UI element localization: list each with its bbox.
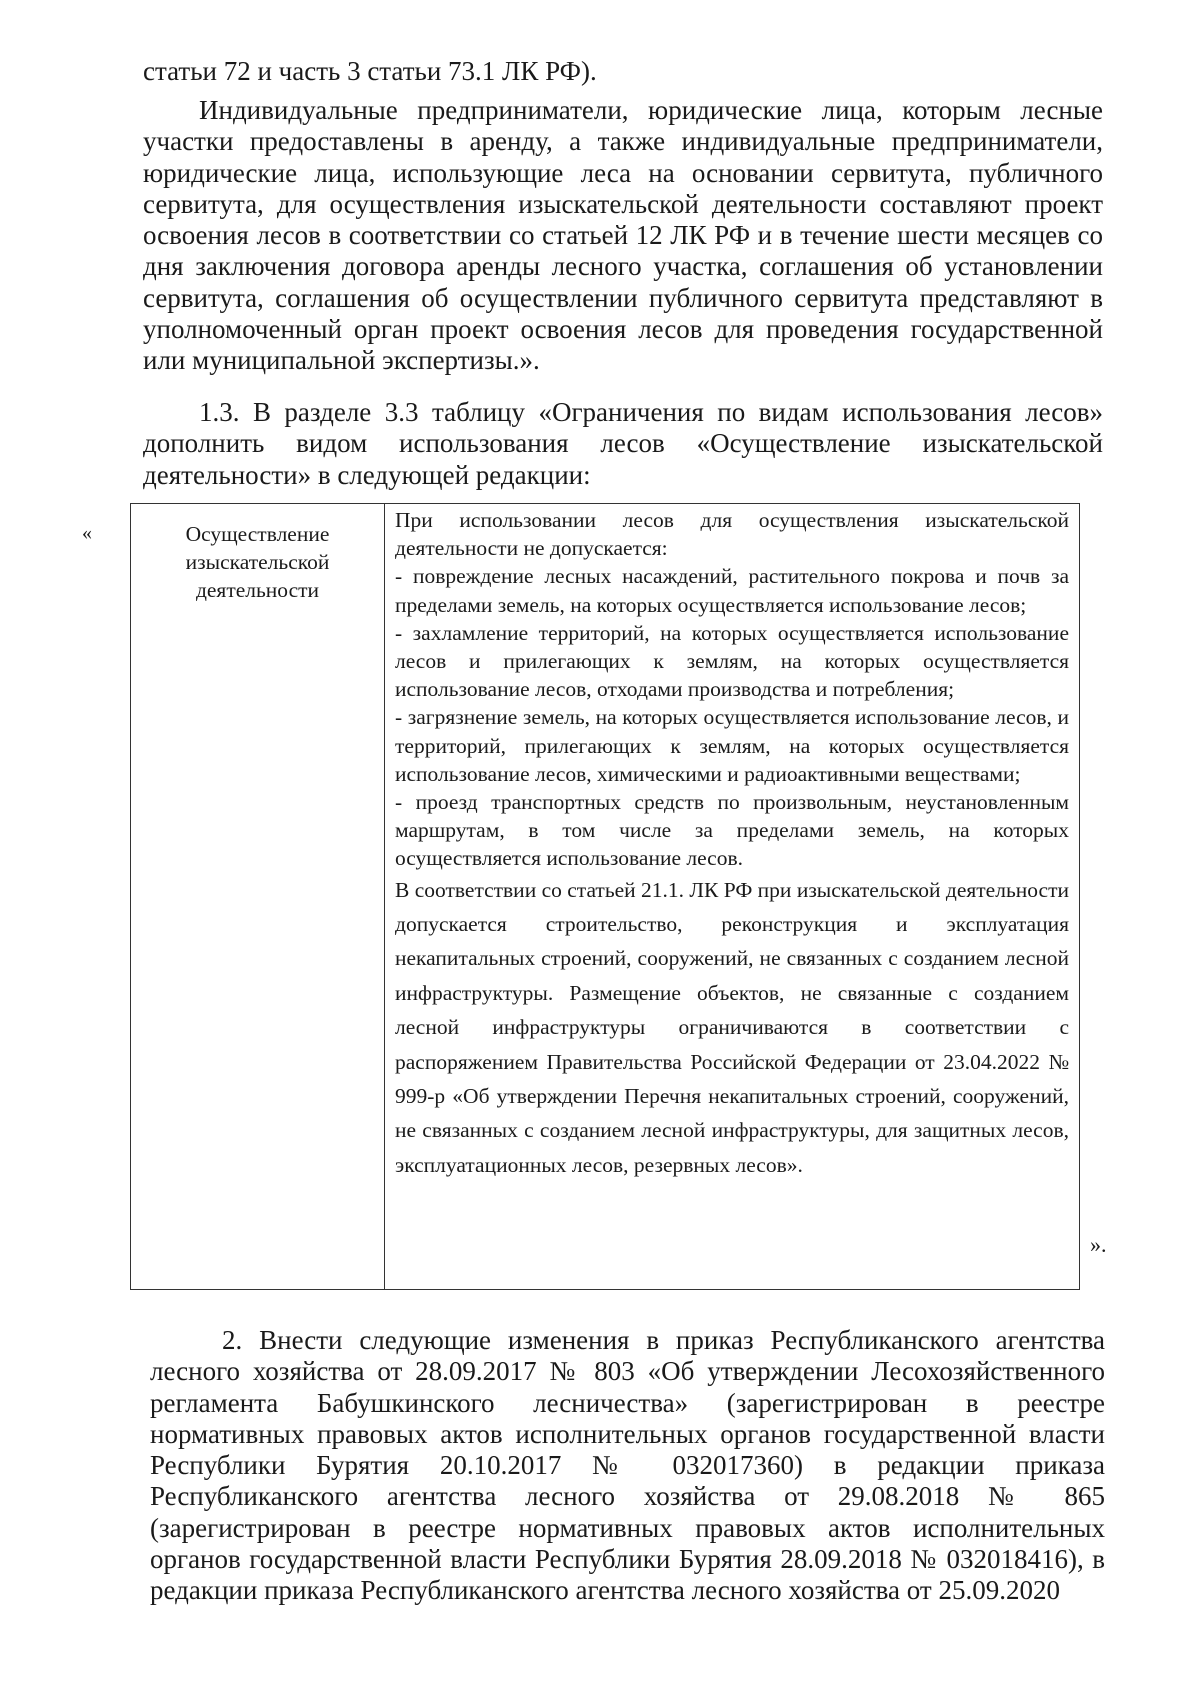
table-open-quote: « xyxy=(82,522,92,544)
restriction-item: - загрязнение земель, на которых осуществляется использование лесов, и территорий, прилегающих к землям, на которых осуществляется использование лесов, химическими и радиоактивными веществами; xyxy=(395,705,1069,786)
table-row xyxy=(131,504,1080,1290)
restriction-item: - повреждение лесных насаждений, растительного покрова и почв за пределами земель, на которых осуществляется использование лесов; xyxy=(395,564,1069,617)
restrictions-cell xyxy=(385,504,1080,1290)
usage-type-label: Осуществление изыскательской деятельности xyxy=(185,522,330,602)
restrictions-closing: В соответствии со статьей 21.1. ЛК РФ при изыскательской деятельности допускается строительство, реконструкция и эксплуатация некапитальных строений, сооружений, не связанных с созданием лесной инфраструктуры. Размещение объектов, не связанные с созданием лесной инфраструктуры ограничиваются в соответствии с распоряжением Правительства Российской Федерации от 23.04.2022 № 999-р «Об утверждении Перечня некапитальных строений, сооружений, не связанных с созданием лесной инфраструктуры, для защитных лесов, эксплуатационных лесов, резервных лесов». xyxy=(395,877,1069,1177)
paragraph-continuation: статьи 72 и часть 3 статьи 73.1 ЛК РФ). xyxy=(143,56,597,86)
restrictions-table xyxy=(130,503,1080,1290)
paragraph-item-2: 2. Внести следующие изменения в приказ Республиканского агентства лесного хозяйства от 28.09.2017 № 803 «Об утверждении Лесохозяйственного регламента Бабушкинского лесничества» (зарегистрирован в реестре нормативных правовых актов исполнительных органов государственной власти Республики Бурятия 20.10.2017 № 032017360) в редакции приказа Республиканского агентства лесного хозяйства от 29.08.2018 № 865 (зарегистрирован в реестре нормативных правовых актов исполнительных органов государственной власти Республики Бурятия 28.09.2018 № 032018416), в редакции приказа Республиканского агентства лесного хозяйства от 25.09.2020 xyxy=(150,1325,1105,1606)
usage-type-cell xyxy=(131,504,385,1290)
table-close-quote: ». xyxy=(1090,1232,1107,1257)
paragraph-project-requirements: Индивидуальные предприниматели, юридические лица, которым лесные участки предоставлены в аренду, а также индивидуальные предприниматели, юридические лица, использующие леса на основании сервитута, публичного сервитута, для осуществления изыскательской деятельности составляют проект освоения лесов в соответствии со статьей 12 ЛК РФ и в течение шести месяцев со дня заключения договора аренды лесного участка, соглашения об установлении сервитута, соглашения об осуществлении публичного сервитута представляют в уполномоченный орган проект освоения лесов для проведения государственной или муниципальной экспертизы.». xyxy=(143,95,1103,376)
paragraph-item-1-3: 1.3. В разделе 3.3 таблицу «Ограничения по видам использования лесов» дополнить видом использования лесов «Осуществление изыскательской деятельности» в следующей редакции: xyxy=(143,397,1103,490)
restriction-item: - захламление территорий, на которых осуществляется использование лесов и прилегающих к землям, на которых осуществляется использование лесов, отходами производства и потребления; xyxy=(395,620,1069,702)
restrictions-intro: При использовании лесов для осуществления изыскательской деятельности не допускается: xyxy=(395,508,1069,561)
restriction-item: - проезд транспортных средств по произвольным, неустановленным маршрутам, в том числе за пределами земель, на которых осуществляется использование лесов. xyxy=(395,790,1069,871)
